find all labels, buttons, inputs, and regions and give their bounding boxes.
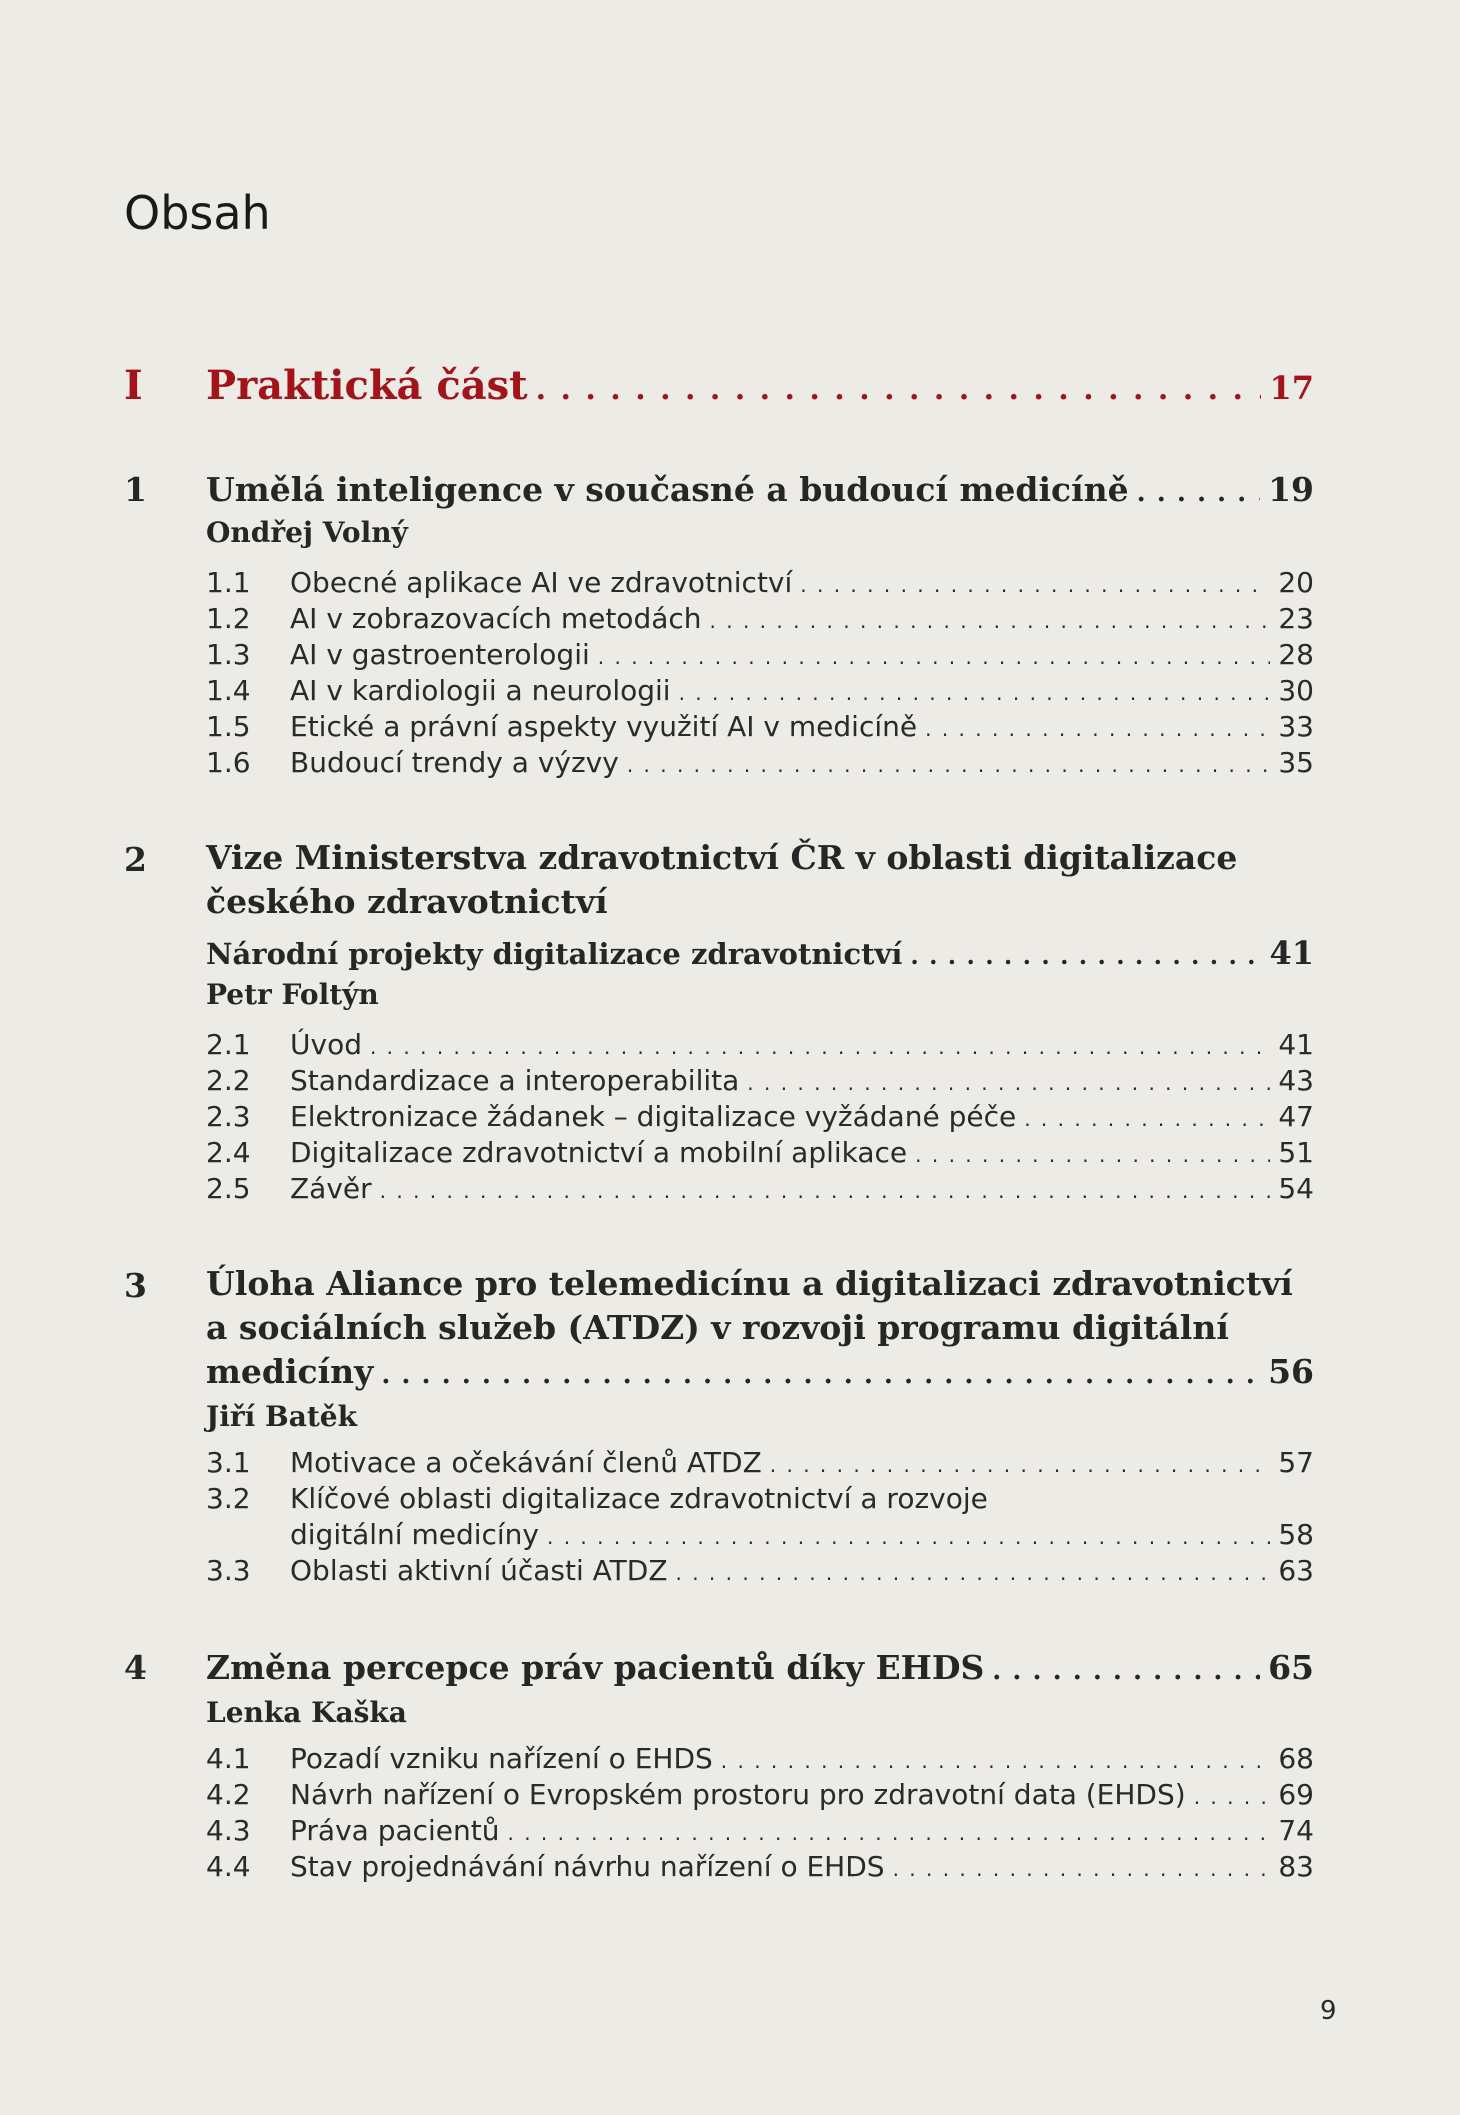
chapter-number: 2 xyxy=(124,840,147,879)
toc-section-entry xyxy=(290,1778,1314,1811)
section-page: 69 xyxy=(1278,1778,1314,1811)
toc-section-entry xyxy=(290,1518,1314,1551)
toc-section-entry xyxy=(290,1172,1314,1205)
section-number: 2.2 xyxy=(206,1064,251,1097)
chapter-number: 1 xyxy=(124,470,147,509)
section-page: 23 xyxy=(1278,602,1314,635)
section-number: 2.4 xyxy=(206,1136,251,1169)
section-number: 4.4 xyxy=(206,1850,251,1883)
section-page: 41 xyxy=(1278,1028,1314,1061)
toc-section-entry xyxy=(290,1028,1314,1061)
section-title: Digitalizace zdravotnictví a mobilní aplikace xyxy=(290,1136,908,1169)
chapter-title-line: Vize Ministerstva zdravotnictví ČR v oblasti digitalizace xyxy=(206,838,1238,877)
section-title: AI v kardiologii a neurologii xyxy=(290,674,671,707)
dot-leader xyxy=(679,681,1271,705)
chapter-title: Změna percepce práv pacientů díky EHDS xyxy=(206,1648,985,1687)
dot-leader xyxy=(800,573,1270,597)
section-page: 57 xyxy=(1278,1446,1314,1479)
section-page: 28 xyxy=(1278,638,1314,671)
chapter-title: Umělá inteligence v současné a budoucí medicíně xyxy=(206,470,1129,509)
section-number: 1.2 xyxy=(206,602,251,635)
dot-leader xyxy=(536,372,1262,407)
toc-section-entry xyxy=(290,1814,1314,1847)
section-number: 4.2 xyxy=(206,1778,251,1811)
section-number: 4.1 xyxy=(206,1742,251,1775)
section-number: 3.2 xyxy=(206,1482,251,1515)
dot-leader xyxy=(508,1821,1271,1845)
chapter-author: Lenka Kaška xyxy=(206,1696,407,1729)
chapter-page: 41 xyxy=(1269,934,1314,972)
section-number: 2.3 xyxy=(206,1100,251,1133)
section-page: 47 xyxy=(1278,1100,1314,1133)
part-number: I xyxy=(124,362,143,409)
chapter-page: 56 xyxy=(1268,1352,1314,1391)
section-page: 51 xyxy=(1278,1136,1314,1169)
chapter-author: Petr Foltýn xyxy=(206,978,379,1011)
dot-leader xyxy=(370,1035,1270,1059)
toc-section-entry xyxy=(290,1100,1314,1133)
section-title: Závěr xyxy=(290,1172,372,1205)
dot-leader xyxy=(710,609,1271,633)
toc-section-entry xyxy=(290,1742,1314,1775)
dot-leader xyxy=(1137,478,1260,508)
section-page: 43 xyxy=(1278,1064,1314,1097)
toc-section-entry xyxy=(290,1446,1314,1479)
chapter-subtitle: Národní projekty digitalizace zdravotnictví xyxy=(206,937,903,971)
section-title: Návrh nařízení o Evropském prostoru pro zdravotní data (EHDS) xyxy=(290,1778,1186,1811)
dot-leader xyxy=(676,1561,1271,1585)
page-number: 9 xyxy=(1320,1996,1337,2026)
dot-leader xyxy=(1194,1785,1271,1809)
section-number: 3.1 xyxy=(206,1446,251,1479)
section-number: 1.3 xyxy=(206,638,251,671)
toc-section-entry xyxy=(290,674,1314,707)
section-page: 58 xyxy=(1278,1518,1314,1551)
dot-leader xyxy=(915,1143,1270,1167)
dot-leader xyxy=(1024,1107,1270,1131)
dot-leader xyxy=(992,1656,1260,1686)
dot-leader xyxy=(598,645,1271,669)
dot-leader xyxy=(747,1071,1270,1095)
toc-section-entry xyxy=(290,602,1314,635)
section-page: 33 xyxy=(1278,710,1314,743)
dot-leader xyxy=(380,1179,1271,1203)
toc-section-entry xyxy=(290,1136,1314,1169)
section-title: Motivace a očekávání členů ATDZ xyxy=(290,1446,762,1479)
section-page: 20 xyxy=(1278,566,1314,599)
section-number: 1.4 xyxy=(206,674,251,707)
part-title: Praktická část xyxy=(206,362,528,409)
page-title: Obsah xyxy=(124,186,271,240)
section-number: 2.5 xyxy=(206,1172,251,1205)
chapter-page: 65 xyxy=(1268,1648,1314,1687)
toc-section-entry xyxy=(290,566,1314,599)
section-title: Pozadí vzniku nařízení o EHDS xyxy=(290,1742,713,1775)
chapter-title-line: medicíny xyxy=(206,1352,374,1391)
section-title: Standardizace a interoperabilita xyxy=(290,1064,740,1097)
toc-chapter-entry xyxy=(206,1648,1314,1687)
toc-section-entry xyxy=(290,1064,1314,1097)
chapter-title-line: Úloha Aliance pro telemedicínu a digitalizaci zdravotnictví xyxy=(206,1264,1293,1303)
dot-leader xyxy=(893,1857,1271,1881)
section-page: 35 xyxy=(1278,746,1314,779)
toc-part-entry xyxy=(206,362,1314,409)
dot-leader xyxy=(627,753,1271,777)
toc-section-entry xyxy=(290,710,1314,743)
section-page: 30 xyxy=(1278,674,1314,707)
section-number: 2.1 xyxy=(206,1028,251,1061)
chapter-number: 4 xyxy=(124,1648,147,1687)
section-number: 1.1 xyxy=(206,566,251,599)
chapter-page: 19 xyxy=(1268,470,1314,509)
chapter-author: Jiří Batěk xyxy=(206,1400,357,1433)
section-page: 68 xyxy=(1278,1742,1314,1775)
dot-leader xyxy=(547,1525,1270,1549)
dot-leader xyxy=(381,1360,1260,1390)
section-title: Oblasti aktivní účasti ATDZ xyxy=(290,1554,668,1587)
toc-section-entry xyxy=(290,1850,1314,1883)
dot-leader xyxy=(721,1749,1271,1773)
section-page: 63 xyxy=(1278,1554,1314,1587)
section-title: Práva pacientů xyxy=(290,1814,500,1847)
section-title: Budoucí trendy a výzvy xyxy=(290,746,619,779)
dot-leader xyxy=(910,941,1261,970)
section-title: Obecné aplikace AI ve zdravotnictví xyxy=(290,566,793,599)
section-page: 74 xyxy=(1278,1814,1314,1847)
section-title: Etické a právní aspekty využití AI v medicíně xyxy=(290,710,918,743)
section-number: 3.3 xyxy=(206,1554,251,1587)
toc-chapter-subtitle-entry xyxy=(206,934,1314,972)
section-title: Úvod xyxy=(290,1028,362,1061)
section-number: 4.3 xyxy=(206,1814,251,1847)
section-title: Stav projednávání návrhu nařízení o EHDS xyxy=(290,1850,885,1883)
toc-chapter-entry xyxy=(206,470,1314,509)
dot-leader xyxy=(770,1453,1271,1477)
chapter-title-line: a sociálních služeb (ATDZ) v rozvoji programu digitální xyxy=(206,1308,1229,1347)
section-title-line: digitální medicíny xyxy=(290,1518,539,1551)
part-page: 17 xyxy=(1269,369,1314,407)
section-page: 83 xyxy=(1278,1850,1314,1883)
section-page: 54 xyxy=(1278,1172,1314,1205)
section-title: AI v gastroenterologii xyxy=(290,638,590,671)
section-title: Elektronizace žádanek – digitalizace vyžádané péče xyxy=(290,1100,1017,1133)
chapter-title-line: českého zdravotnictví xyxy=(206,882,608,921)
section-number: 1.6 xyxy=(206,746,251,779)
chapter-author: Ondřej Volný xyxy=(206,516,408,549)
toc-section-entry xyxy=(290,746,1314,779)
toc-section-entry xyxy=(290,1554,1314,1587)
dot-leader xyxy=(925,717,1270,741)
section-number: 1.5 xyxy=(206,710,251,743)
toc-section-entry xyxy=(290,638,1314,671)
chapter-number: 3 xyxy=(124,1266,147,1305)
toc-chapter-entry xyxy=(206,1352,1314,1391)
section-title-line: Klíčové oblasti digitalizace zdravotnictví a rozvoje xyxy=(290,1482,988,1515)
section-title: AI v zobrazovacích metodách xyxy=(290,602,702,635)
